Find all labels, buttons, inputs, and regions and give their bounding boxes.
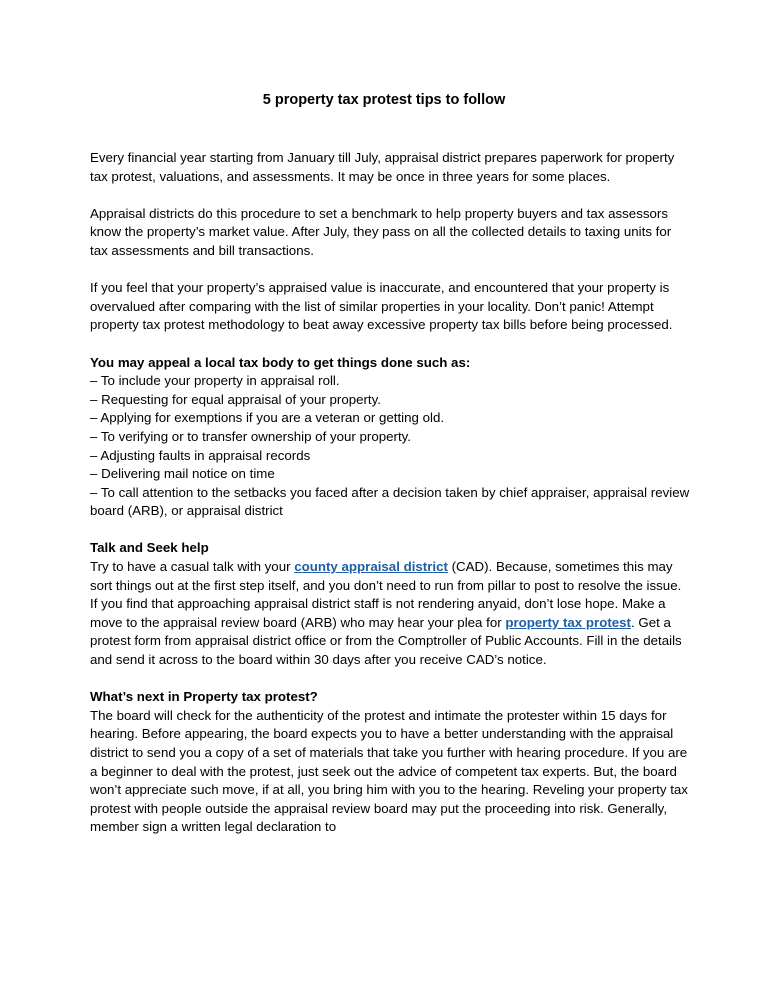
next-heading: What’s next in Property tax protest? bbox=[90, 689, 318, 705]
next-text: The board will check for the authenticity of the protest and intimate the protester within 15 days for hearing. Before appearing, the board expects you to have a better understanding with the appraisal district to send you a copy of a set of materials that take you further with hearing procedure. If you are a beginner to deal with the protest, just seek out the advice of competent tax experts. But, the board won’t appreciate such move, if at all, you bring him with you to the hearing. Reveling your property tax protest with people outside the appraisal review board may put the proceeding into risk. Generally, member sign a written legal declaration to bbox=[90, 707, 688, 835]
appeal-list-item: – Adjusting faults in appraisal records bbox=[90, 447, 311, 463]
appeal-heading: You may appeal a local tax body to get things done such as: bbox=[90, 354, 471, 370]
talk-section bbox=[90, 539, 690, 669]
talk-text bbox=[90, 559, 682, 667]
next-section bbox=[90, 688, 690, 837]
talk-text-part: . Get a protest form from appraisal district office or from the Comptroller of Public Accounts. Fill in the details and send it across to the board within 30 days after you receive CAD’s notice. bbox=[90, 614, 682, 668]
benchmark-paragraph: Appraisal districts do this procedure to set a benchmark to help property buyers and tax assessors know the property’s market value. After July, they pass on all the collected details to taxing units for tax assessments and bill transactions. bbox=[90, 205, 672, 258]
intro-paragraph: Every financial year starting from January till July, appraisal district prepares paperwork for property tax protest, valuations, and assessments. It may be once in three years for some places. bbox=[90, 150, 675, 184]
appeal-list-item: – To call attention to the setbacks you faced after a decision taken by chief appraiser, appraisal review board (ARB), or appraisal district bbox=[90, 484, 690, 519]
property-tax-protest-link[interactable]: property tax protest bbox=[505, 614, 631, 630]
talk-text-part: Try to have a casual talk with your bbox=[90, 559, 295, 575]
talk-heading: Talk and Seek help bbox=[90, 540, 209, 556]
appeal-list-item: – Applying for exemptions if you are a veteran or getting old. bbox=[90, 410, 445, 426]
talk-text-part: (CAD). Because, sometimes this may sort things out at the first step itself, and you don’t need to run from pillar to post to resolve the issue. If you find that approaching appraisal district staff is not rendering anyaid, don’t lose hope. Make a move to the appraisal review board (ARB) who may hear your plea for bbox=[90, 559, 682, 630]
appeal-list-item: – Delivering mail notice on time bbox=[90, 466, 275, 482]
overvalued-paragraph: If you feel that your property’s appraised value is inaccurate, and encountered that your property is overvalued after comparing with the list of similar properties in your locality. Don’t panic! Attempt property tax protest methodology to beat away excessive property tax bills before being processed. bbox=[90, 280, 673, 333]
appeal-list-item: – Requesting for equal appraisal of your property. bbox=[90, 391, 381, 407]
document-title: 5 property tax protest tips to follow bbox=[262, 92, 506, 108]
county-appraisal-district-link[interactable]: county appraisal district bbox=[294, 559, 448, 575]
appeal-list-item: – To verifying or to transfer ownership of your property. bbox=[90, 428, 412, 444]
appeal-section bbox=[90, 354, 690, 521]
document-body bbox=[90, 149, 690, 856]
appeal-list-item: – To include your property in appraisal roll. bbox=[90, 373, 340, 389]
